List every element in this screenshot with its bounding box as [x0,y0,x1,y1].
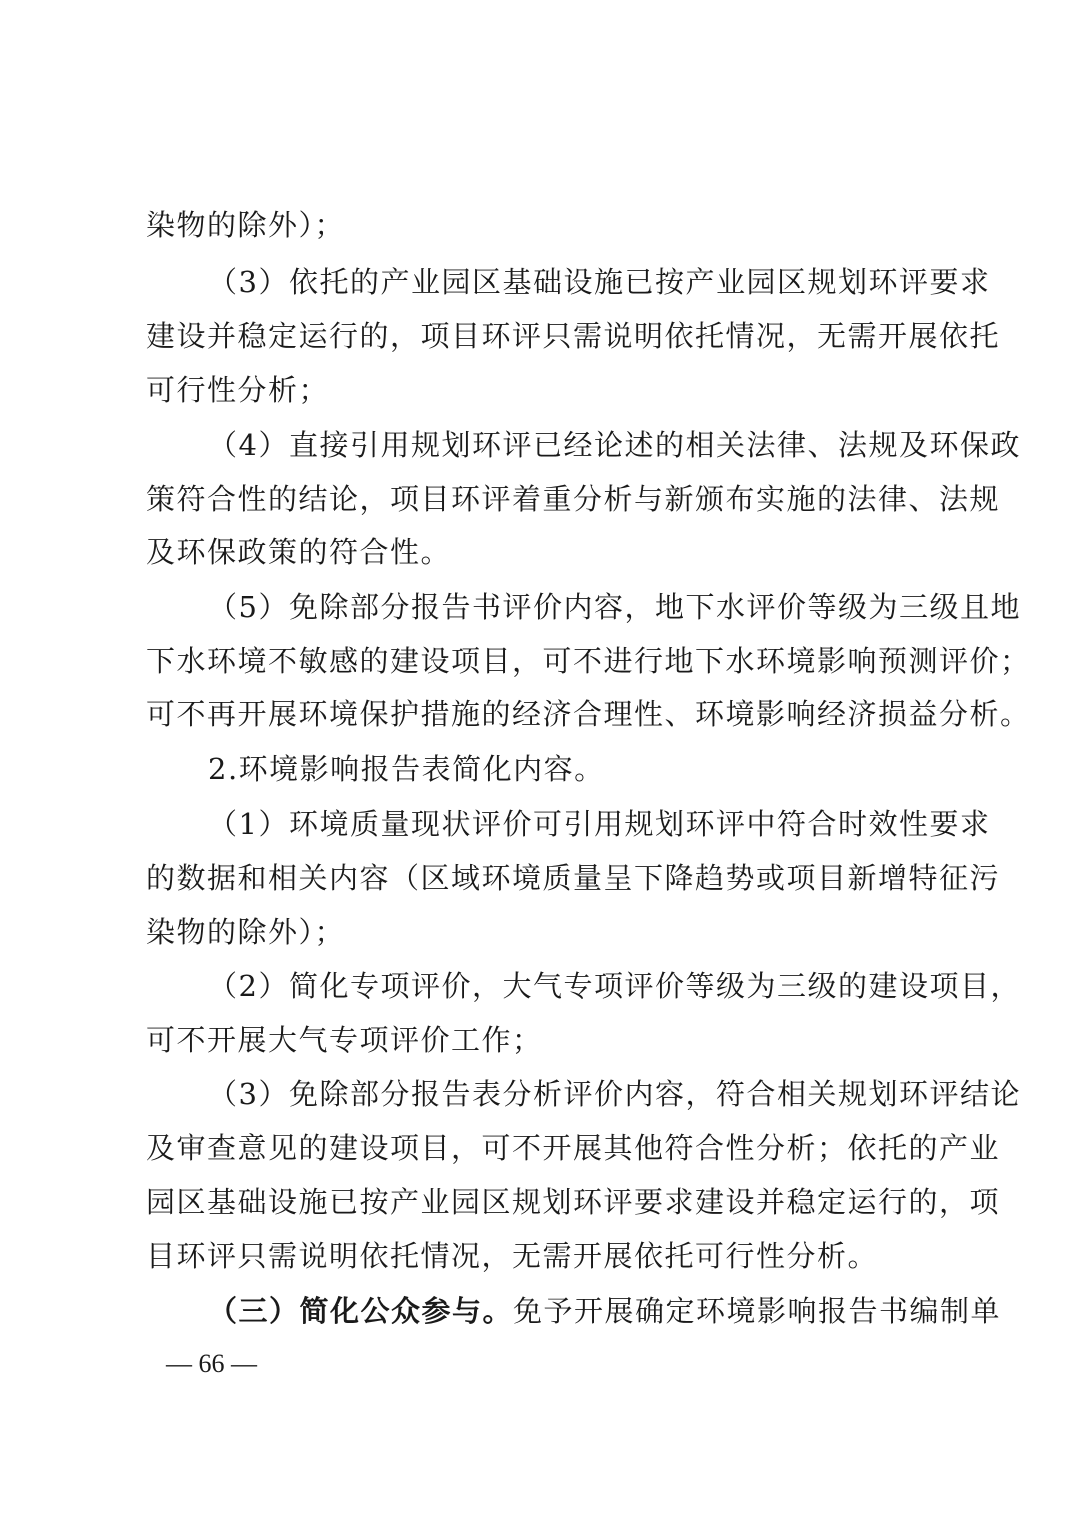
text-line: 目环评只需说明依托情况，无需开展依托可行性分析。 [146,1239,879,1273]
text-line: 下水环境不敏感的建设项目，可不进行地下水环境影响预测评价； [146,644,1031,678]
text-line: 及环保政策的符合性。 [146,535,452,569]
text-line [208,1291,1002,1331]
text-line: （3）依托的产业园区基础设施已按产业园区规划环评要求 [208,265,991,299]
text-line: 建设并稳定运行的，项目环评只需说明依托情况，无需开展依托 [146,319,1001,353]
text-line: 可不再开展环境保护措施的经济合理性、环境影响经济损益分析。 [146,697,1031,731]
text-line: 染物的除外）； [146,208,346,242]
text-line: （1）环境质量现状评价可引用规划环评中符合时效性要求 [208,807,991,841]
text-line: （4）直接引用规划环评已经论述的相关法律、法规及环保政 [208,428,1021,462]
section-heading: 2.环境影响报告表简化内容。 [208,752,605,786]
text-line: 策符合性的结论，项目环评着重分析与新颁布实施的法律、法规 [146,482,1001,516]
text-line: 及审查意见的建设项目，可不开展其他符合性分析；依托的产业 [146,1131,1001,1165]
text-line: 可不开展大气专项评价工作； [146,1023,543,1057]
text-line: 染物的除外）； [146,915,346,949]
text-line: 可行性分析； [146,373,330,407]
text-line: 园区基础设施已按产业园区规划环评要求建设并稳定运行的，项 [146,1185,1001,1219]
page-number: — 66 — [166,1349,257,1378]
section-heading-bold: （三）简化公众参与。 [208,1294,514,1328]
text-run: 免予开展确定环境影响报告书编制单 [513,1294,1002,1328]
text-line: 的数据和相关内容（区域环境质量呈下降趋势或项目新增特征污 [146,861,1001,895]
text-line: （2）简化专项评价，大气专项评价等级为三级的建设项目， [208,969,1021,1003]
text-line: （3）免除部分报告表分析评价内容，符合相关规划环评结论 [208,1077,1021,1111]
text-line: （5）免除部分报告书评价内容，地下水评价等级为三级且地 [208,590,1021,624]
